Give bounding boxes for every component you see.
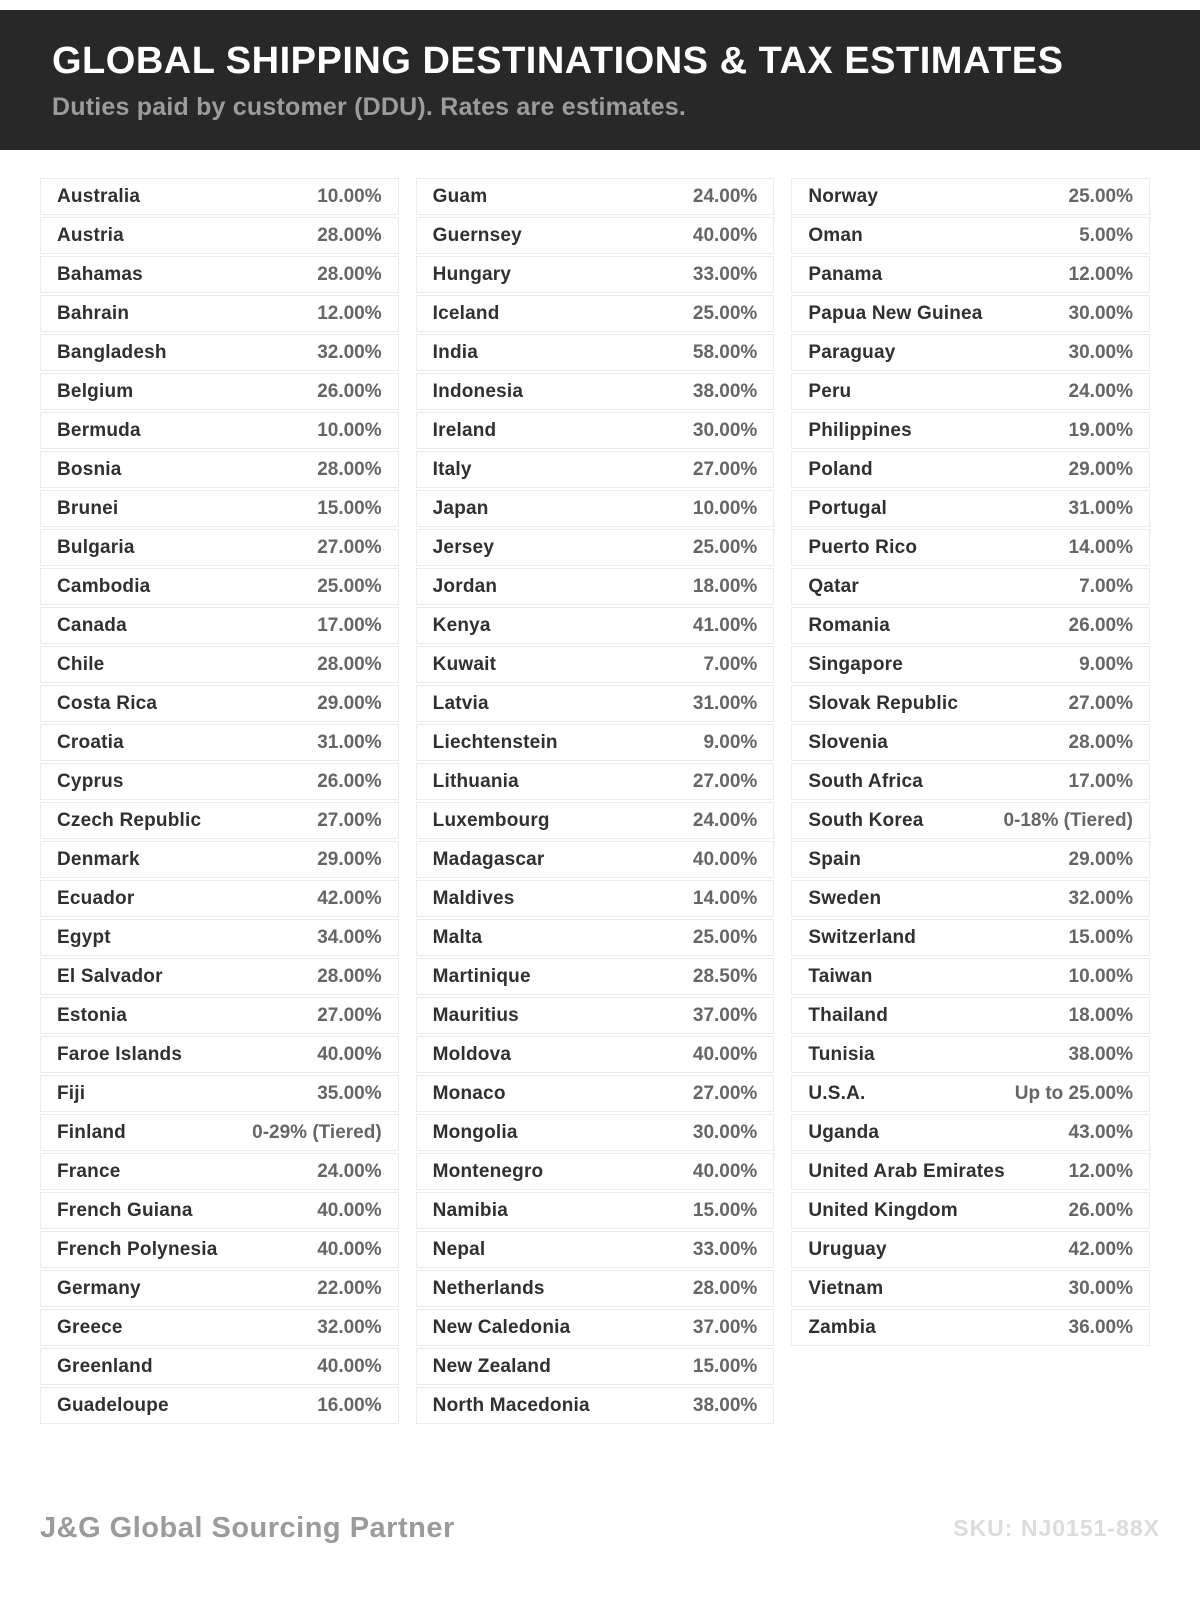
tax-rate: 12.00% <box>1068 1160 1133 1182</box>
tax-rate: 17.00% <box>317 614 382 636</box>
country-name: Brunei <box>57 497 119 519</box>
tax-rate: 19.00% <box>1068 419 1133 441</box>
table-row <box>416 529 775 566</box>
shipping-rates-sheet <box>0 10 1200 1610</box>
country-name: Montenegro <box>432 1160 544 1182</box>
tax-rate: 27.00% <box>692 770 758 792</box>
country-name: Fiji <box>57 1082 86 1104</box>
country-name: Qatar <box>808 575 859 597</box>
table-column-3 <box>791 178 1150 1348</box>
table-row <box>40 373 399 410</box>
country-name: Chile <box>57 653 105 675</box>
table-row <box>416 1231 775 1268</box>
tax-rate: 9.00% <box>703 731 758 753</box>
country-name: Guam <box>432 185 488 207</box>
table-row <box>416 256 775 293</box>
tax-rate: 18.00% <box>1068 1004 1133 1026</box>
tax-rate: 28.00% <box>692 1277 758 1299</box>
country-name: Panama <box>808 263 883 285</box>
table-row <box>791 997 1150 1034</box>
sku-label: SKU: NJ0151-88X <box>953 1515 1160 1541</box>
tax-rate: 40.00% <box>317 1238 382 1260</box>
table-row <box>416 451 775 488</box>
table-row <box>40 724 399 761</box>
brand-name: J&G Global Sourcing Partner <box>40 1512 455 1544</box>
country-name: Nepal <box>432 1238 486 1260</box>
country-name: Latvia <box>432 692 489 714</box>
tax-rate: 37.00% <box>692 1004 758 1026</box>
table-row <box>791 451 1150 488</box>
table-row <box>40 997 399 1034</box>
tax-rate: 5.00% <box>1079 224 1133 246</box>
tax-rate: 32.00% <box>1068 887 1133 909</box>
table-row <box>40 1036 399 1073</box>
tax-rate: 28.00% <box>1068 731 1133 753</box>
table-row <box>40 1348 399 1385</box>
country-name: South Africa <box>808 770 923 792</box>
tax-rate: 15.00% <box>1068 926 1133 948</box>
tax-rate: 25.00% <box>692 536 758 558</box>
country-name: Philippines <box>808 419 912 441</box>
table-row <box>40 685 399 722</box>
tax-rate: 28.00% <box>317 263 382 285</box>
country-name: Spain <box>808 848 862 870</box>
table-row <box>416 841 775 878</box>
country-name: Slovenia <box>808 731 889 753</box>
country-name: Monaco <box>432 1082 506 1104</box>
country-name: Indonesia <box>432 380 524 402</box>
tax-rate: 27.00% <box>317 536 382 558</box>
tax-rate: 24.00% <box>1068 380 1133 402</box>
tax-rate: 16.00% <box>317 1394 382 1416</box>
table-row <box>791 568 1150 605</box>
country-name: Moldova <box>432 1043 512 1065</box>
table-row <box>791 1231 1150 1268</box>
tax-rate: 14.00% <box>1068 536 1133 558</box>
tax-rate: 36.00% <box>1068 1316 1133 1338</box>
table-row <box>416 646 775 683</box>
tax-rate: 28.00% <box>317 458 382 480</box>
country-name: Uruguay <box>808 1238 887 1260</box>
table-row <box>416 802 775 839</box>
country-name: Kenya <box>432 614 491 636</box>
country-name: Canada <box>57 614 127 636</box>
tax-rate: 40.00% <box>317 1355 382 1377</box>
table-row <box>791 919 1150 956</box>
table-row <box>40 178 399 215</box>
table-row <box>40 1270 399 1307</box>
table-row <box>40 880 399 917</box>
country-name: Papua New Guinea <box>808 302 983 324</box>
rates-table <box>0 150 1200 1426</box>
tax-rate: 38.00% <box>692 1394 758 1416</box>
country-name: Czech Republic <box>57 809 202 831</box>
country-name: Poland <box>808 458 873 480</box>
country-name: South Korea <box>808 809 924 831</box>
tax-rate: 25.00% <box>692 302 758 324</box>
tax-rate: 40.00% <box>692 1043 758 1065</box>
table-row <box>416 490 775 527</box>
tax-rate: 15.00% <box>317 497 382 519</box>
tax-rate: 27.00% <box>317 809 382 831</box>
country-name: India <box>432 341 478 363</box>
tax-rate: 31.00% <box>317 731 382 753</box>
table-row <box>416 1309 775 1346</box>
table-row <box>791 1309 1150 1346</box>
country-name: Costa Rica <box>57 692 158 714</box>
table-row <box>40 1153 399 1190</box>
tax-rate: 26.00% <box>317 380 382 402</box>
country-name: France <box>57 1160 121 1182</box>
table-row <box>791 412 1150 449</box>
table-row <box>791 217 1150 254</box>
country-name: Puerto Rico <box>808 536 918 558</box>
table-row <box>791 256 1150 293</box>
country-name: Belgium <box>57 380 134 402</box>
table-row <box>791 880 1150 917</box>
country-name: Portugal <box>808 497 887 519</box>
table-row <box>416 1192 775 1229</box>
country-name: Namibia <box>432 1199 508 1221</box>
tax-rate: 28.00% <box>317 653 382 675</box>
table-row <box>40 1192 399 1229</box>
table-row <box>791 958 1150 995</box>
table-row <box>416 1114 775 1151</box>
table-row <box>791 646 1150 683</box>
country-name: Guadeloupe <box>57 1394 169 1416</box>
tax-rate: 33.00% <box>692 1238 758 1260</box>
table-row <box>40 919 399 956</box>
table-row <box>40 1231 399 1268</box>
table-row <box>416 412 775 449</box>
tax-rate: 15.00% <box>692 1199 758 1221</box>
tax-rate: 37.00% <box>692 1316 758 1338</box>
country-name: Netherlands <box>432 1277 545 1299</box>
country-name: Bosnia <box>57 458 122 480</box>
country-name: Vietnam <box>808 1277 884 1299</box>
table-row <box>40 412 399 449</box>
tax-rate: 40.00% <box>692 848 758 870</box>
country-name: Finland <box>57 1121 126 1143</box>
table-row <box>791 529 1150 566</box>
country-name: Zambia <box>808 1316 877 1338</box>
country-name: Germany <box>57 1277 141 1299</box>
country-name: Cambodia <box>57 575 151 597</box>
tax-rate: 27.00% <box>692 1082 758 1104</box>
table-row <box>416 880 775 917</box>
table-row <box>40 1387 399 1424</box>
tax-rate: 30.00% <box>692 419 758 441</box>
table-row <box>791 607 1150 644</box>
tax-rate: 27.00% <box>1068 692 1133 714</box>
country-name: Peru <box>808 380 852 402</box>
tax-rate: 27.00% <box>317 1004 382 1026</box>
country-name: Jordan <box>432 575 498 597</box>
country-name: Lithuania <box>432 770 519 792</box>
country-name: Paraguay <box>808 341 896 363</box>
table-row <box>416 568 775 605</box>
tax-rate: 26.00% <box>317 770 382 792</box>
country-name: Ireland <box>432 419 497 441</box>
tax-rate: 10.00% <box>317 185 382 207</box>
country-name: Singapore <box>808 653 904 675</box>
tax-rate: 0-18% (Tiered) <box>1003 809 1133 831</box>
tax-rate: 31.00% <box>1068 497 1133 519</box>
country-name: Madagascar <box>432 848 545 870</box>
tax-rate: 28.50% <box>692 965 758 987</box>
country-name: Japan <box>432 497 489 519</box>
country-name: Maldives <box>432 887 515 909</box>
table-row <box>791 685 1150 722</box>
country-name: Norway <box>808 185 879 207</box>
country-name: Romania <box>808 614 890 636</box>
table-row <box>416 724 775 761</box>
tax-rate: 30.00% <box>1068 341 1133 363</box>
table-row <box>416 1036 775 1073</box>
country-name: Guernsey <box>432 224 522 246</box>
country-name: Bahrain <box>57 302 130 324</box>
tax-rate: 41.00% <box>692 614 758 636</box>
table-row <box>40 451 399 488</box>
table-row <box>791 724 1150 761</box>
country-name: Slovak Republic <box>808 692 959 714</box>
table-row <box>416 607 775 644</box>
tax-rate: 28.00% <box>317 224 382 246</box>
tax-rate: 15.00% <box>692 1355 758 1377</box>
tax-rate: 10.00% <box>692 497 758 519</box>
tax-rate: 35.00% <box>317 1082 382 1104</box>
table-row <box>40 490 399 527</box>
table-row <box>416 1270 775 1307</box>
table-row <box>791 295 1150 332</box>
tax-rate: 58.00% <box>692 341 758 363</box>
tax-rate: 40.00% <box>692 224 758 246</box>
tax-rate: 7.00% <box>1079 575 1133 597</box>
tax-rate: 40.00% <box>317 1043 382 1065</box>
country-name: Luxembourg <box>432 809 550 831</box>
table-row <box>416 958 775 995</box>
tax-rate: Up to 25.00% <box>1014 1082 1133 1104</box>
table-row <box>40 646 399 683</box>
table-row <box>416 685 775 722</box>
page-title: GLOBAL SHIPPING DESTINATIONS & TAX ESTIMATES <box>52 40 1064 82</box>
header-banner <box>0 10 1200 150</box>
tax-rate: 27.00% <box>692 458 758 480</box>
table-row <box>40 763 399 800</box>
country-name: Italy <box>432 458 472 480</box>
table-row <box>40 1114 399 1151</box>
country-name: French Guiana <box>57 1199 193 1221</box>
tax-rate: 26.00% <box>1068 1199 1133 1221</box>
table-row <box>416 217 775 254</box>
table-row <box>416 997 775 1034</box>
table-row <box>791 763 1150 800</box>
tax-rate: 0-29% (Tiered) <box>252 1121 382 1143</box>
table-row <box>40 529 399 566</box>
country-name: Hungary <box>432 263 512 285</box>
tax-rate: 18.00% <box>692 575 758 597</box>
tax-rate: 24.00% <box>317 1160 382 1182</box>
country-name: Ecuador <box>57 887 135 909</box>
table-row <box>40 568 399 605</box>
country-name: Iceland <box>432 302 500 324</box>
country-name: Bulgaria <box>57 536 135 558</box>
table-column-1 <box>40 178 399 1426</box>
table-row <box>791 1114 1150 1151</box>
tax-rate: 10.00% <box>1068 965 1133 987</box>
table-row <box>416 1075 775 1112</box>
table-row <box>791 1036 1150 1073</box>
country-name: Australia <box>57 185 141 207</box>
tax-rate: 38.00% <box>692 380 758 402</box>
tax-rate: 10.00% <box>317 419 382 441</box>
country-name: Martinique <box>432 965 531 987</box>
country-name: Tunisia <box>808 1043 875 1065</box>
tax-rate: 25.00% <box>317 575 382 597</box>
table-row <box>40 256 399 293</box>
tax-rate: 24.00% <box>692 809 758 831</box>
table-row <box>791 1153 1150 1190</box>
country-name: Liechtenstein <box>432 731 558 753</box>
table-row <box>791 802 1150 839</box>
page-subtitle: Duties paid by customer (DDU). Rates are estimates. <box>52 93 687 121</box>
tax-rate: 12.00% <box>317 302 382 324</box>
country-name: New Caledonia <box>432 1316 571 1338</box>
tax-rate: 29.00% <box>317 848 382 870</box>
tax-rate: 38.00% <box>1068 1043 1133 1065</box>
table-row <box>791 1075 1150 1112</box>
footer <box>0 1512 1200 1545</box>
table-row <box>40 607 399 644</box>
country-name: Sweden <box>808 887 882 909</box>
country-name: Malta <box>432 926 483 948</box>
tax-rate: 32.00% <box>317 341 382 363</box>
country-name: French Polynesia <box>57 1238 218 1260</box>
country-name: Denmark <box>57 848 140 870</box>
country-name: El Salvador <box>57 965 163 987</box>
tax-rate: 31.00% <box>692 692 758 714</box>
country-name: Cyprus <box>57 770 124 792</box>
table-row <box>791 334 1150 371</box>
country-name: United Arab Emirates <box>808 1160 1005 1182</box>
tax-rate: 24.00% <box>692 185 758 207</box>
country-name: Mauritius <box>432 1004 519 1026</box>
tax-rate: 25.00% <box>692 926 758 948</box>
table-row <box>40 334 399 371</box>
table-column-2 <box>416 178 775 1426</box>
country-name: Kuwait <box>432 653 497 675</box>
country-name: Oman <box>808 224 863 246</box>
table-row <box>791 1270 1150 1307</box>
tax-rate: 42.00% <box>1068 1238 1133 1260</box>
country-name: Greece <box>57 1316 123 1338</box>
country-name: Austria <box>57 224 124 246</box>
tax-rate: 17.00% <box>1068 770 1133 792</box>
table-row <box>40 1309 399 1346</box>
table-row <box>791 178 1150 215</box>
country-name: Jersey <box>432 536 495 558</box>
tax-rate: 43.00% <box>1068 1121 1133 1143</box>
table-row <box>40 1075 399 1112</box>
country-name: Uganda <box>808 1121 880 1143</box>
tax-rate: 26.00% <box>1068 614 1133 636</box>
country-name: Faroe Islands <box>57 1043 183 1065</box>
country-name: Greenland <box>57 1355 153 1377</box>
table-row <box>40 841 399 878</box>
country-name: Egypt <box>57 926 111 948</box>
country-name: North Macedonia <box>432 1394 590 1416</box>
country-name: Bahamas <box>57 263 143 285</box>
tax-rate: 40.00% <box>692 1160 758 1182</box>
table-row <box>416 178 775 215</box>
tax-rate: 14.00% <box>692 887 758 909</box>
country-name: Mongolia <box>432 1121 518 1143</box>
tax-rate: 32.00% <box>317 1316 382 1338</box>
country-name: Bermuda <box>57 419 141 441</box>
tax-rate: 7.00% <box>703 653 758 675</box>
tax-rate: 29.00% <box>1068 458 1133 480</box>
tax-rate: 30.00% <box>1068 1277 1133 1299</box>
tax-rate: 42.00% <box>317 887 382 909</box>
tax-rate: 40.00% <box>317 1199 382 1221</box>
country-name: United Kingdom <box>808 1199 958 1221</box>
table-row <box>416 1153 775 1190</box>
tax-rate: 22.00% <box>317 1277 382 1299</box>
table-row <box>40 217 399 254</box>
table-row <box>791 1192 1150 1229</box>
country-name: Thailand <box>808 1004 889 1026</box>
table-row <box>416 763 775 800</box>
tax-rate: 12.00% <box>1068 263 1133 285</box>
table-row <box>416 334 775 371</box>
table-row <box>416 1348 775 1385</box>
table-row <box>791 373 1150 410</box>
country-name: New Zealand <box>432 1355 551 1377</box>
tax-rate: 30.00% <box>1068 302 1133 324</box>
table-row <box>416 295 775 332</box>
table-row <box>416 919 775 956</box>
tax-rate: 25.00% <box>1068 185 1133 207</box>
tax-rate: 29.00% <box>317 692 382 714</box>
table-row <box>416 373 775 410</box>
table-row <box>416 1387 775 1424</box>
table-row <box>40 802 399 839</box>
country-name: Croatia <box>57 731 124 753</box>
table-row <box>791 841 1150 878</box>
country-name: U.S.A. <box>808 1082 866 1104</box>
tax-rate: 29.00% <box>1068 848 1133 870</box>
tax-rate: 30.00% <box>692 1121 758 1143</box>
country-name: Estonia <box>57 1004 128 1026</box>
country-name: Taiwan <box>808 965 873 987</box>
table-row <box>40 958 399 995</box>
table-row <box>791 490 1150 527</box>
tax-rate: 33.00% <box>692 263 758 285</box>
country-name: Switzerland <box>808 926 917 948</box>
country-name: Bangladesh <box>57 341 167 363</box>
tax-rate: 34.00% <box>317 926 382 948</box>
tax-rate: 9.00% <box>1079 653 1133 675</box>
table-row <box>40 295 399 332</box>
tax-rate: 28.00% <box>317 965 382 987</box>
